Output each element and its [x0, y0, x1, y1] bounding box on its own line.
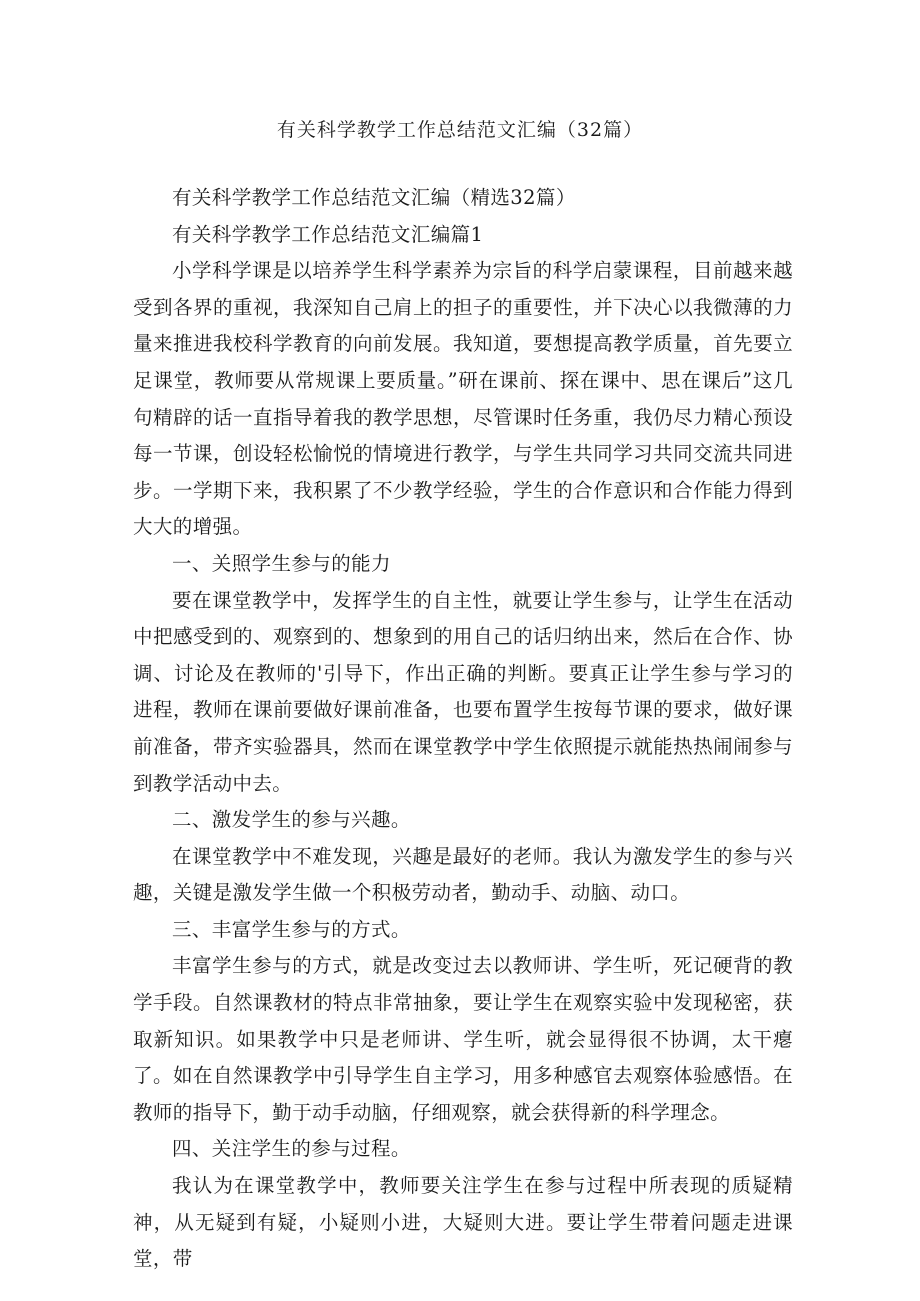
- body-paragraph: 丰富学生参与的方式，就是改变过去以教师讲、学生听，死记硬背的教学手段。自然课教材的特点非常抽象，要让学生在观察实验中发现秘密，获取新知识。如果教学中只是老师讲、学生听，就会显得很不协调，太干瘪了。如在自然课教学中引导学生自主学习，用多种感官去观察体验感悟。在教师的指导下，勤于动手动脑，仔细观察，就会获得新的科学理念。: [133, 954, 793, 1124]
- section-heading: 二、激发学生的参与兴趣。: [172, 808, 411, 832]
- section-heading: 四、关注学生的参与过程。: [172, 1137, 411, 1161]
- document-body: [133, 180, 793, 1278]
- section-heading: 有关科学教学工作总结范文汇编篇1: [172, 222, 484, 246]
- section-heading: 一、关照学生参与的能力: [172, 551, 391, 575]
- body-paragraph: 小学科学课是以培养学生科学素养为宗旨的科学启蒙课程，目前越来越受到各界的重视，我深知自己肩上的担子的重要性，并下决心以我微薄的力量来推进我校科学教育的向前发展。我知道，要想提高教学质量，首先要立足课堂，教师要从常规课上要质量。”研在课前、探在课中、思在课后”这几句精辟的话一直指导着我的教学思想，尽管课时任务重，我仍尽力精心预设每一节课，创设轻松愉悦的情境进行教学，与学生共同学习共同交流共同进步。一学期下来，我积累了不少教学经验，学生的合作意识和合作能力得到大大的增强。: [133, 259, 793, 539]
- body-paragraph: 在课堂教学中不难发现，兴趣是最好的老师。我认为激发学生的参与兴趣，关键是激发学生做一个积极劳动者，勤动手、动脑、动口。: [133, 844, 793, 905]
- body-paragraph: 我认为在课堂教学中，教师要关注学生在参与过程中所表现的质疑精神，从无疑到有疑，小疑则小进，大疑则大进。要让学生带着问题走进课堂，带: [133, 1174, 793, 1271]
- body-paragraph: 要在课堂教学中，发挥学生的自主性，就要让学生参与，让学生在活动中把感受到的、观察到的、想象到的用自己的话归纳出来，然后在合作、协调、讨论及在教师的'引导下，作出正确的判断。要真正让学生参与学习的进程，教师在课前要做好课前准备，也要布置学生按每节课的要求，做好课前准备，带齐实验器具，然而在课堂教学中学生依照提示就能热热闹闹参与到教学活动中去。: [133, 588, 793, 795]
- section-heading: 三、丰富学生参与的方式。: [172, 917, 411, 941]
- subtitle-paragraph: 有关科学教学工作总结范文汇编（精选32篇）: [172, 186, 576, 209]
- document-title: 有关科学教学工作总结范文汇编（32篇）: [276, 119, 644, 141]
